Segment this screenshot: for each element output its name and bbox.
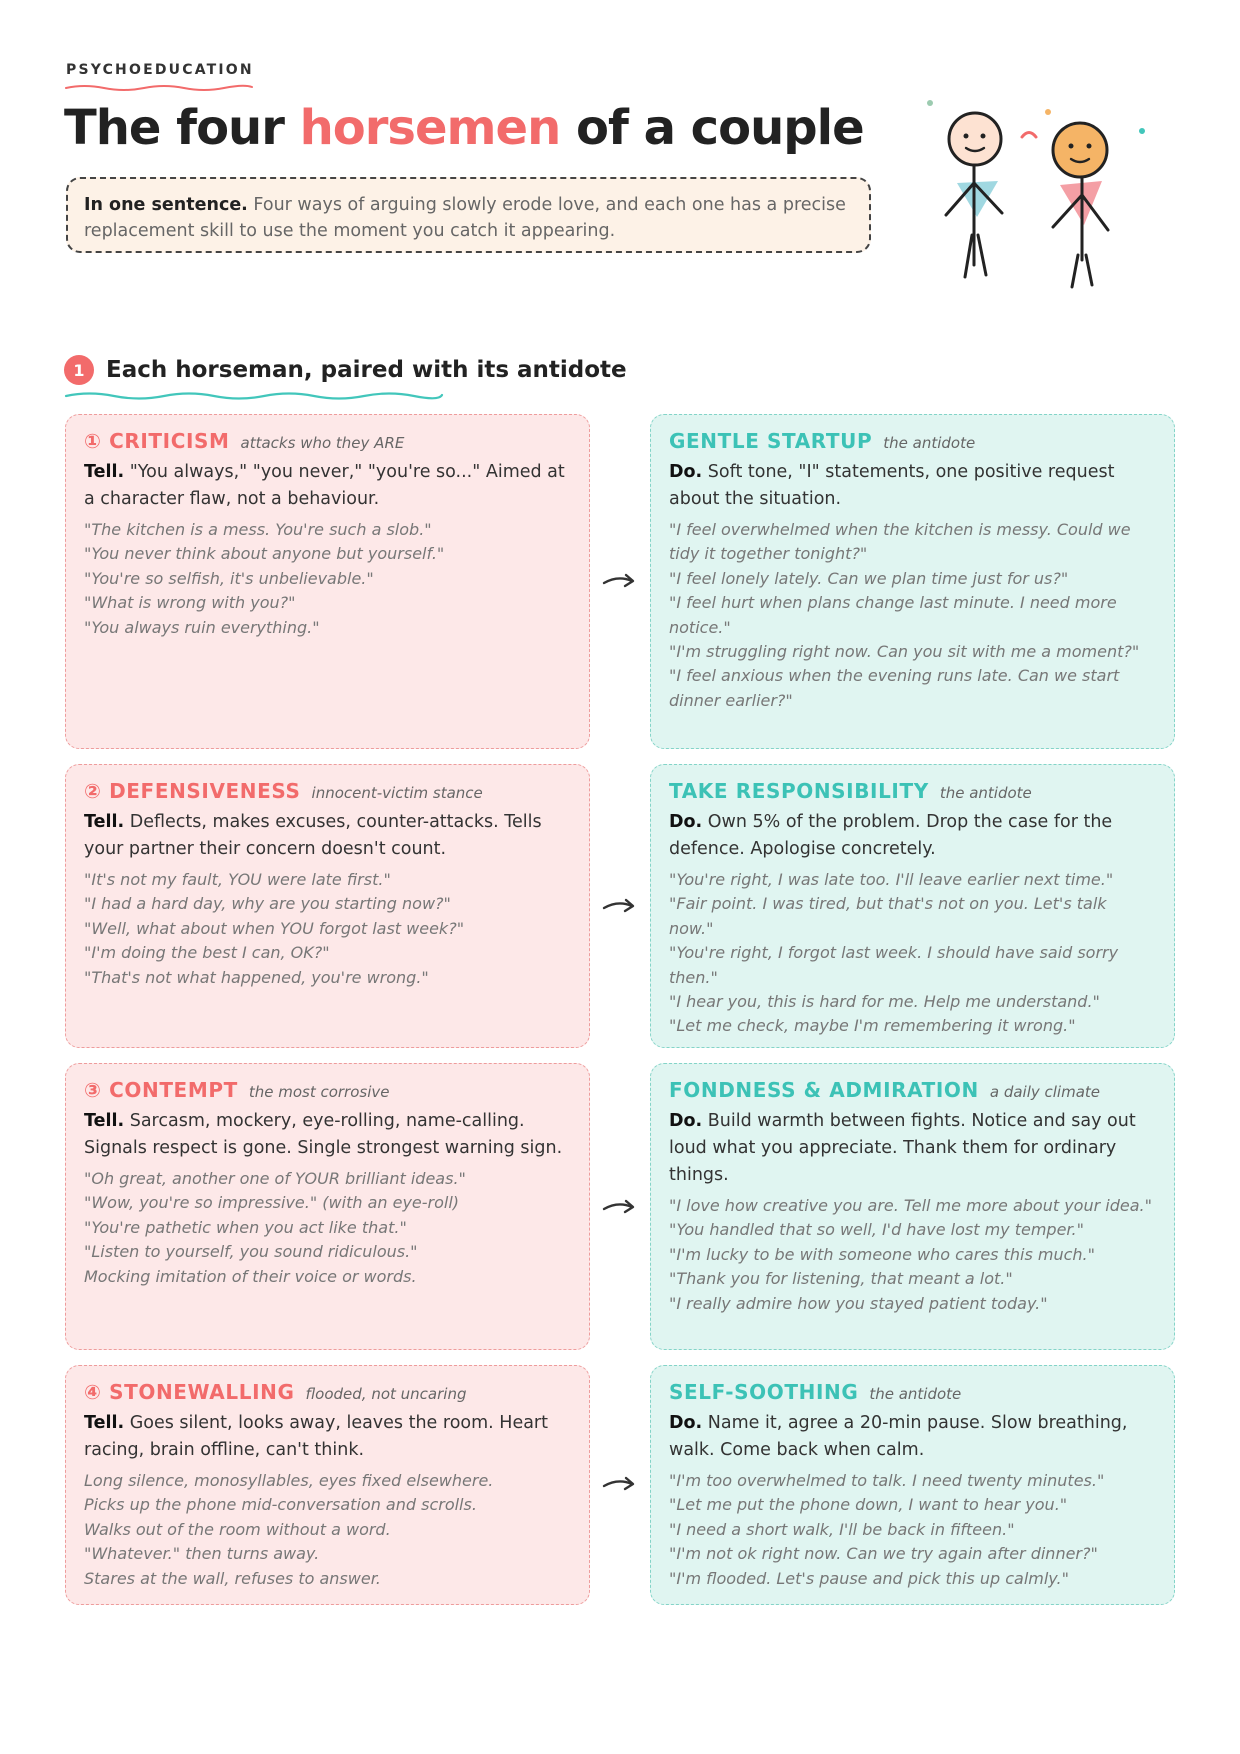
- example-item: "Well, what about when YOU forgot last week?": [84, 918, 465, 938]
- desc-text: Own 5% of the problem. Drop the case for the defence. Apologise concretely.: [669, 812, 1113, 859]
- desc-lead: Tell.: [84, 1111, 125, 1131]
- horseman-card-stonewalling: [65, 1365, 590, 1605]
- right-arrow-icon: [598, 569, 642, 593]
- example-item: "Let me check, maybe I'm remembering it wrong.": [669, 1016, 1076, 1036]
- horseman-card-criticism: [65, 414, 590, 749]
- examples-list: [669, 1469, 1156, 1591]
- antidote-subtitle: the antidote: [939, 784, 1032, 802]
- example-item: "Thank you for listening, that meant a lot.": [669, 1269, 1013, 1289]
- example-item: "Let me put the phone down, I want to hear you.": [669, 1495, 1068, 1515]
- horseman-subtitle: the most corrosive: [248, 1083, 390, 1101]
- example-item: "You never think about anyone but yourself.": [84, 544, 445, 564]
- desc-text: "You always," "you never," "you're so..." Aimed at a character flaw, not a behaviour.: [84, 462, 565, 509]
- examples-list: [669, 1194, 1156, 1316]
- horseman-description: [84, 459, 571, 513]
- horseman-subtitle: attacks who they ARE: [240, 434, 405, 452]
- example-item: "I feel anxious when the evening runs late. Can we start dinner earlier?": [669, 666, 1120, 710]
- antidote-subtitle: the antidote: [883, 434, 976, 452]
- example-item: "You always ruin everything.": [84, 617, 320, 637]
- example-item: "I feel lonely lately. Can we plan time just for us?": [669, 568, 1069, 588]
- examples-list: [84, 1167, 571, 1289]
- summary-label: In one sentence.: [84, 195, 248, 215]
- example-item: Mocking imitation of their voice or words.: [84, 1266, 417, 1286]
- summary-box: [66, 177, 871, 253]
- example-item: "Wow, you're so impressive." (with an eye-roll): [84, 1193, 460, 1213]
- example-item: "I'm lucky to be with someone who cares this much.": [669, 1244, 1095, 1264]
- example-item: "Fair point. I was tired, but that's not on you. Let's talk now.": [669, 894, 1107, 938]
- example-item: "You handled that so well, I'd have lost my temper.": [669, 1220, 1084, 1240]
- section-heading: [64, 352, 627, 388]
- example-item: "I feel overwhelmed when the kitchen is messy. Could we tidy it together tonight?": [669, 520, 1131, 564]
- example-item: "I love how creative you are. Tell me more about your idea.": [669, 1196, 1152, 1215]
- antidote-description: [669, 1410, 1156, 1464]
- example-item: Picks up the phone mid-conversation and scrolls.: [84, 1495, 477, 1515]
- section-title: Each horseman, paired with its antidote: [106, 357, 627, 383]
- desc-lead: Do.: [669, 1111, 703, 1131]
- example-item: "That's not what happened, you're wrong.": [84, 967, 429, 987]
- desc-lead: Tell.: [84, 812, 125, 832]
- examples-list: [669, 518, 1156, 713]
- horseman-title: ① CRITICISM: [84, 429, 230, 453]
- antidote-card-fondness-admiration: [650, 1063, 1175, 1350]
- antidote-subtitle: a daily climate: [989, 1083, 1101, 1101]
- antidote-card-take-responsibility: [650, 764, 1175, 1048]
- right-arrow-icon: [598, 894, 642, 918]
- horseman-title: ② DEFENSIVENESS: [84, 779, 301, 803]
- kicker: PSYCHOEDUCATION: [66, 62, 254, 78]
- desc-text: Name it, agree a 20-min pause. Slow breathing, walk. Come back when calm.: [669, 1413, 1128, 1460]
- antidote-title: GENTLE STARTUP: [669, 429, 873, 453]
- examples-list: [84, 868, 571, 990]
- antidote-description: [669, 459, 1156, 513]
- horseman-subtitle: flooded, not uncaring: [305, 1385, 467, 1403]
- desc-lead: Do.: [669, 462, 703, 482]
- examples-list: [669, 868, 1156, 1039]
- antidote-title: SELF-SOOTHING: [669, 1380, 859, 1404]
- example-item: "I really admire how you stayed patient today.": [669, 1293, 1048, 1313]
- example-item: "You're right, I forgot last week. I should have said sorry then.": [669, 943, 1119, 987]
- desc-lead: Tell.: [84, 1413, 125, 1433]
- antidote-card-gentle-startup: [650, 414, 1175, 749]
- horseman-card-contempt: [65, 1063, 590, 1350]
- example-item: "The kitchen is a mess. You're such a slob.": [84, 520, 432, 539]
- desc-text: Deflects, makes excuses, counter-attacks. Tells your partner their concern doesn't count.: [84, 812, 542, 859]
- section-number-badge: 1: [64, 355, 94, 385]
- example-item: "You're right, I was late too. I'll leave earlier next time.": [669, 870, 1114, 889]
- example-item: "I feel hurt when plans change last minute. I need more notice.": [669, 593, 1117, 637]
- kicker-underline: [64, 82, 254, 92]
- example-item: "It's not my fault, YOU were late first.": [84, 870, 391, 889]
- examples-list: [84, 518, 571, 640]
- desc-text: Sarcasm, mockery, eye-rolling, name-calling. Signals respect is gone. Single strongest warning sign.: [84, 1111, 563, 1158]
- examples-list: [84, 1469, 571, 1591]
- example-item: "I'm flooded. Let's pause and pick this up calmly.": [669, 1568, 1069, 1588]
- horseman-description: [84, 1108, 571, 1162]
- example-item: Walks out of the room without a word.: [84, 1519, 391, 1539]
- antidote-subtitle: the antidote: [869, 1385, 962, 1403]
- example-item: "Listen to yourself, you sound ridiculous.": [84, 1242, 418, 1262]
- antidote-card-self-soothing: [650, 1365, 1175, 1605]
- desc-text: Goes silent, looks away, leaves the room. Heart racing, brain offline, can't think.: [84, 1413, 548, 1460]
- example-item: "What is wrong with you?": [84, 593, 296, 613]
- section-underline: [64, 390, 444, 402]
- example-item: Long silence, monosyllables, eyes fixed elsewhere.: [84, 1471, 494, 1490]
- antidote-description: [669, 1108, 1156, 1189]
- horseman-subtitle: innocent-victim stance: [311, 784, 483, 802]
- example-item: "I'm too overwhelmed to talk. I need twenty minutes.": [669, 1471, 1105, 1490]
- desc-text: Build warmth between fights. Notice and say out loud what you appreciate. Thank them for ordinary things.: [669, 1111, 1136, 1185]
- antidote-description: [669, 809, 1156, 863]
- title-part2: of a couple: [560, 100, 864, 156]
- page-title: [64, 100, 864, 156]
- example-item: "You're so selfish, it's unbelievable.": [84, 568, 374, 588]
- example-item: "Oh great, another one of YOUR brilliant ideas.": [84, 1169, 466, 1188]
- desc-text: Soft tone, "I" statements, one positive request about the situation.: [669, 462, 1115, 509]
- horseman-description: [84, 809, 571, 863]
- antidote-title: TAKE RESPONSIBILITY: [669, 779, 929, 803]
- example-item: Stares at the wall, refuses to answer.: [84, 1568, 381, 1588]
- desc-lead: Tell.: [84, 462, 125, 482]
- desc-lead: Do.: [669, 1413, 703, 1433]
- horseman-title: ④ STONEWALLING: [84, 1380, 295, 1404]
- desc-lead: Do.: [669, 812, 703, 832]
- couple-stick-figures-illustration: [920, 95, 1160, 330]
- example-item: "You're pathetic when you act like that.": [84, 1217, 407, 1237]
- title-highlight: horsemen: [299, 100, 561, 156]
- horseman-description: [84, 1410, 571, 1464]
- horseman-card-defensiveness: [65, 764, 590, 1048]
- summary-text: Four ways of arguing slowly erode love, and each one has a precise replacement skill to use the moment you catch it appearing.: [84, 195, 846, 241]
- horseman-title: ③ CONTEMPT: [84, 1078, 238, 1102]
- example-item: "Whatever." then turns away.: [84, 1544, 320, 1564]
- title-part1: The four: [64, 100, 300, 156]
- example-item: "I'm not ok right now. Can we try again after dinner?": [669, 1544, 1098, 1564]
- example-item: "I hear you, this is hard for me. Help me understand.": [669, 992, 1100, 1012]
- right-arrow-icon: [598, 1195, 642, 1219]
- example-item: "I'm doing the best I can, OK?": [84, 943, 330, 963]
- right-arrow-icon: [598, 1472, 642, 1496]
- example-item: "I need a short walk, I'll be back in fifteen.": [669, 1519, 1015, 1539]
- example-item: "I'm struggling right now. Can you sit with me a moment?": [669, 642, 1140, 662]
- example-item: "I had a hard day, why are you starting now?": [84, 894, 451, 914]
- antidote-title: FONDNESS & ADMIRATION: [669, 1078, 979, 1102]
